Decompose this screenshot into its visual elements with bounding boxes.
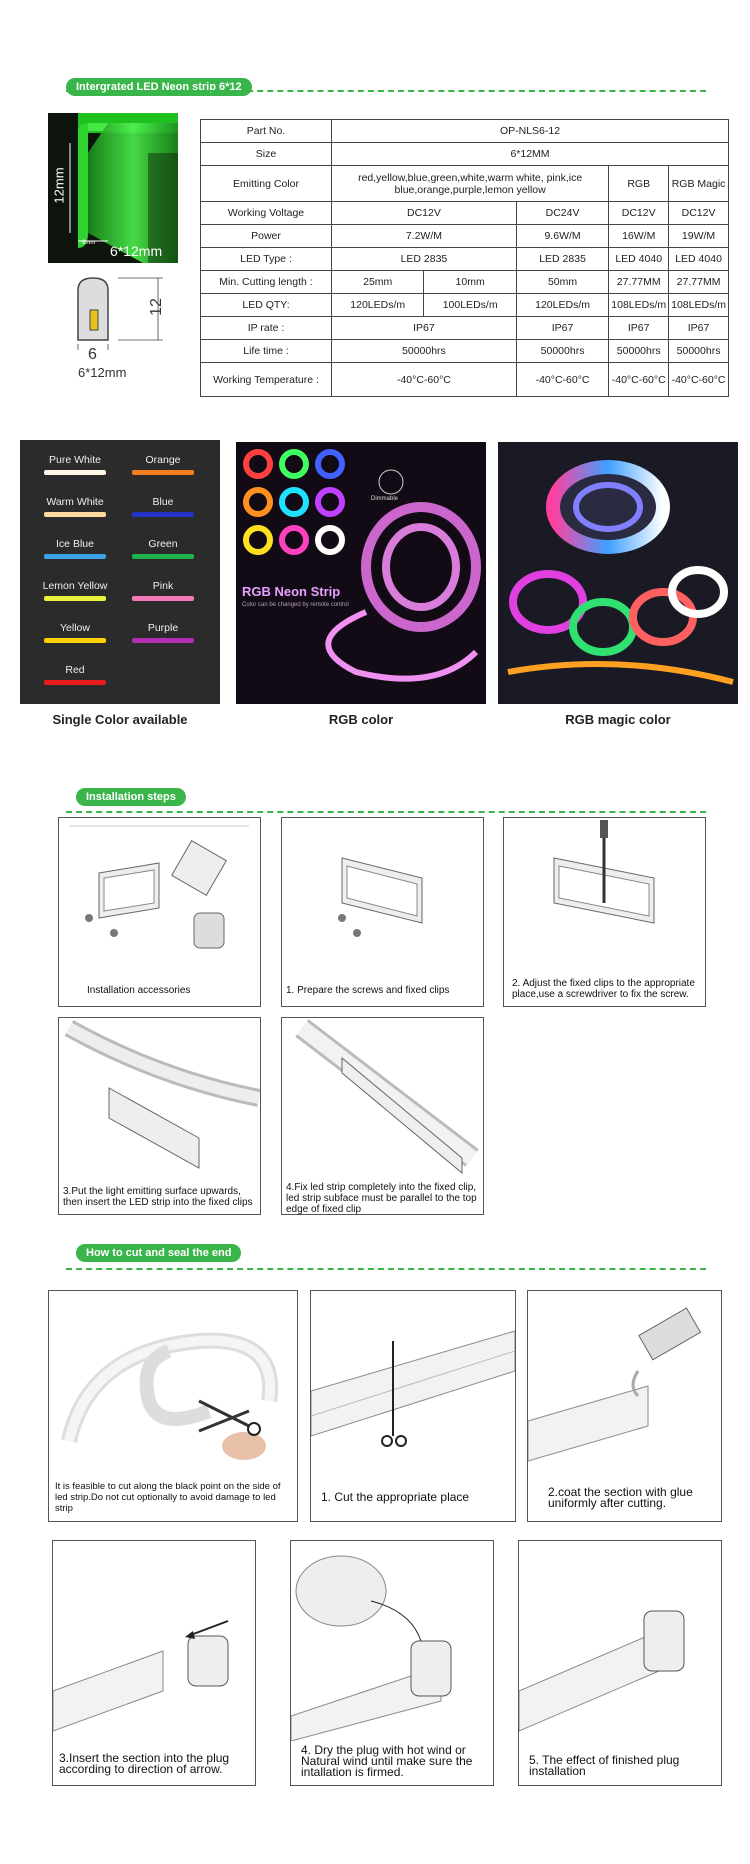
swatch-label: Yellow	[60, 622, 90, 634]
cut-step-caption: It is feasible to cut along the black point on the side of led strip.Do not cut optionally to avoid damage to led strip	[55, 1481, 281, 1514]
swatch-bar	[132, 638, 194, 643]
rgb-photo-title: RGB Neon Strip	[242, 584, 341, 599]
swatch-label: Red	[65, 664, 85, 676]
install-step-box	[503, 817, 706, 1007]
spec-value: 50000hrs	[609, 340, 669, 363]
cut-step-caption: 1. Cut the appropriate place	[321, 1490, 470, 1504]
cut-step-caption: 2.coat the section with glue uniformly after cutting.	[548, 1485, 693, 1510]
spec-value: LED 2835	[516, 248, 608, 271]
product-size-label: 6*12mm	[110, 243, 163, 259]
spec-value: 50000hrs	[516, 340, 608, 363]
table-row	[201, 166, 729, 202]
section-divider	[66, 1268, 706, 1270]
rgb-neon-photo	[236, 442, 486, 704]
spec-label: Min. Cutting length :	[201, 271, 332, 294]
spec-value: IP67	[332, 317, 517, 340]
spec-value: 120LEDs/m	[516, 294, 608, 317]
spec-value: DC12V	[609, 202, 669, 225]
spec-value: 50mm	[516, 271, 608, 294]
swatch-bar	[44, 680, 106, 685]
swatch-label: Purple	[147, 622, 179, 634]
spec-value: 108LEDs/m	[609, 294, 669, 317]
cross-section-diagram	[48, 270, 178, 380]
spec-label: LED Type :	[201, 248, 332, 271]
section-title-neon-strip: Intergrated LED Neon strip 6*12	[66, 78, 252, 96]
swatch-bar	[132, 596, 194, 601]
cut-step-caption: 3.Insert the section into the plug according to direction of arrow.	[59, 1751, 230, 1776]
table-row	[201, 363, 729, 397]
swatch-label: Lemon Yellow	[42, 580, 108, 592]
spec-value: 7.2W/M	[332, 225, 517, 248]
install-step-caption: Installation accessories	[87, 985, 191, 996]
spec-label: Power	[201, 225, 332, 248]
spec-label: Size	[201, 143, 332, 166]
cut-step-box	[290, 1540, 494, 1786]
spec-value: IP67	[669, 317, 729, 340]
spec-value: 27.77MM	[609, 271, 669, 294]
spec-label: Emitting Color	[201, 166, 332, 202]
rgb-badge: Dimmable	[371, 496, 399, 502]
single-color-panel	[20, 440, 220, 704]
install-step-box	[281, 817, 484, 1007]
spec-value: 10mm	[424, 271, 516, 294]
install-step-caption: 2. Adjust the fixed clips to the appropriate place,use a screwdriver to fix the screw.	[512, 978, 695, 1000]
cut-step-caption: 4. Dry the plug with hot wind or Natural wind until make sure the intallation is firmed.	[301, 1743, 473, 1779]
cut-step-box	[310, 1290, 516, 1522]
spec-value: -40°C-60°C	[609, 363, 669, 397]
spec-value: OP-NLS6-12	[332, 120, 729, 143]
product-dim-height: 12mm	[51, 167, 67, 204]
install-step-caption: 3.Put the light emitting surface upwards, then insert the LED strip into the fixed clips	[63, 1186, 253, 1208]
swatch-label: Pure White	[49, 454, 101, 466]
spec-label: LED QTY:	[201, 294, 332, 317]
spec-value: -40°C-60°C	[332, 363, 517, 397]
diagram-width-label: 6	[88, 346, 97, 363]
spec-value: 100LEDs/m	[424, 294, 516, 317]
swatch-label: Warm White	[46, 496, 104, 508]
spec-value: 27.77MM	[669, 271, 729, 294]
spec-value: -40°C-60°C	[516, 363, 608, 397]
cut-step-box	[527, 1290, 722, 1522]
spec-value: DC24V	[516, 202, 608, 225]
diagram-height-label: 12	[147, 298, 165, 316]
spec-label: Working Voltage	[201, 202, 332, 225]
table-row	[201, 248, 729, 271]
spec-value: 25mm	[332, 271, 424, 294]
section-divider	[66, 811, 706, 813]
install-step-caption: 4.Fix led strip completely into the fixed clip, led strip subface must be parallel to the top edge of fixed clip	[286, 1182, 477, 1215]
rgb-photo-subtitle: Color can be changed by remote control	[242, 602, 349, 608]
swatch-bar	[44, 554, 106, 559]
swatch-label: Blue	[152, 496, 174, 508]
spec-label: Part No.	[201, 120, 332, 143]
spec-value: IP67	[516, 317, 608, 340]
swatch-bar	[44, 596, 106, 601]
swatch-bar	[44, 638, 106, 643]
spec-value: 50000hrs	[332, 340, 517, 363]
caption-rgb-magic: RGB magic color	[565, 712, 671, 727]
swatch-bar	[44, 470, 106, 475]
table-row	[201, 225, 729, 248]
spec-value: 19W/M	[669, 225, 729, 248]
spec-value: LED 2835	[332, 248, 517, 271]
swatch-bar	[132, 554, 194, 559]
table-row	[201, 202, 729, 225]
section-title-cut-seal: How to cut and seal the end	[76, 1244, 241, 1262]
diagram-caption: 6*12mm	[78, 365, 127, 380]
swatch-bar	[132, 470, 194, 475]
swatch-label: Ice Blue	[56, 538, 94, 550]
swatch-label: Pink	[152, 580, 174, 592]
table-row	[201, 120, 729, 143]
spec-value: DC12V	[669, 202, 729, 225]
spec-value: 16W/M	[609, 225, 669, 248]
table-row	[201, 294, 729, 317]
install-step-box	[281, 1017, 484, 1215]
spec-value: DC12V	[332, 202, 517, 225]
cut-step-caption: 5. The effect of finished plug installation	[529, 1753, 680, 1778]
spec-table	[200, 119, 729, 397]
table-row	[201, 271, 729, 294]
install-step-box	[58, 1017, 261, 1215]
table-row	[201, 143, 729, 166]
cut-step-box	[52, 1540, 256, 1786]
spec-label: IP rate :	[201, 317, 332, 340]
spec-value: RGB Magic	[669, 166, 729, 202]
spec-value: LED 4040	[609, 248, 669, 271]
caption-rgb-color: RGB color	[328, 712, 394, 727]
spec-value: 50000hrs	[669, 340, 729, 363]
swatch-bar	[44, 512, 106, 517]
swatch-bar	[132, 512, 194, 517]
install-step-caption: 1. Prepare the screws and fixed clips	[286, 985, 450, 996]
table-row	[201, 317, 729, 340]
spec-value: LED 4040	[669, 248, 729, 271]
table-row	[201, 340, 729, 363]
spec-value: 108LEDs/m	[669, 294, 729, 317]
cut-step-box	[48, 1290, 298, 1522]
spec-value: RGB	[609, 166, 669, 202]
spec-value: 9.6W/M	[516, 225, 608, 248]
spec-label: Life time :	[201, 340, 332, 363]
spec-value: 120LEDs/m	[332, 294, 424, 317]
spec-value: -40°C-60°C	[669, 363, 729, 397]
product-photo-green-strip	[48, 113, 178, 263]
swatch-label: Green	[148, 538, 178, 550]
rgb-magic-photo	[498, 442, 738, 704]
install-step-box	[58, 817, 261, 1007]
spec-value: 6*12MM	[332, 143, 729, 166]
spec-value: red,yellow,blue,green,white,warm white, pink,ice blue,orange,purple,lemon yellow	[332, 166, 609, 202]
section-title-installation: Installation steps	[76, 788, 186, 806]
spec-value: IP67	[609, 317, 669, 340]
product-dim-width: 6mm	[82, 240, 96, 246]
section-divider	[66, 90, 706, 92]
swatch-label: Orange	[145, 454, 181, 466]
spec-label: Working Temperature :	[201, 363, 332, 397]
cut-step-box	[518, 1540, 722, 1786]
caption-single-color: Single Color available	[52, 712, 188, 727]
